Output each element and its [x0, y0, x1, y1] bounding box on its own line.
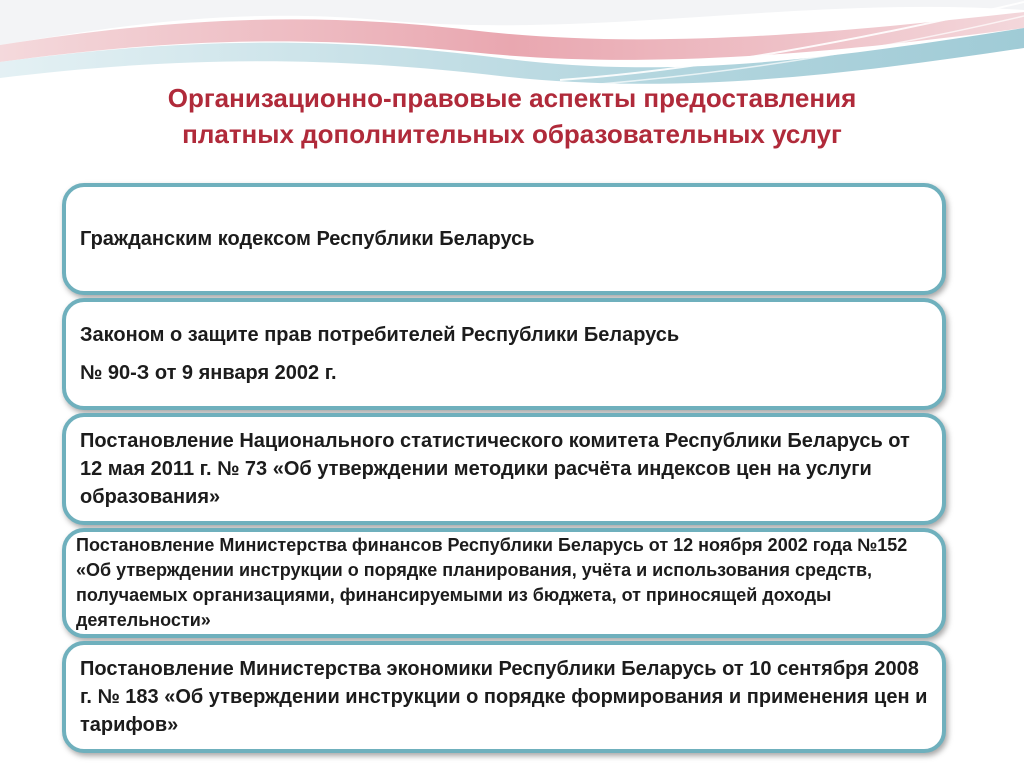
item-text: Постановление Национального статистического комитета Республики Беларусь от 12 мая 2011 г. № 73 «Об утверждении методики расчёта индексов цен на услуги образования»	[80, 430, 910, 508]
title-line-1: Организационно-правовые аспекты предоставления	[167, 83, 857, 113]
item-text-number: № 90-З от 9 января 2002 г.	[80, 362, 337, 384]
item-consumer-law	[62, 298, 946, 410]
item-economy-resolution	[62, 641, 946, 753]
item-text: Постановление Министерства экономики Республики Беларусь от 10 сентября 2008 г. № 183 «Об утверждении инструкции о порядке формирования и применения цен и тарифов»	[80, 658, 928, 736]
item-text: Гражданским кодексом Республики Беларусь	[80, 228, 535, 250]
item-finance-resolution	[62, 528, 946, 638]
item-text: Законом о защите прав потребителей Республики Беларусь	[80, 324, 680, 346]
slide-title	[0, 80, 1024, 152]
decorative-waves	[0, 0, 1024, 90]
title-line-2: платных дополнительных образовательных услуг	[182, 119, 842, 149]
item-text: Постановление Министерства финансов Республики Беларусь от 12 ноября 2002 года №152 «Об утверждении инструкции о порядке планирования, учёта и использования средств, получаемых организациями, финансируемыми из бюджета, от приносящей доходы деятельности»	[76, 535, 908, 630]
item-statistics-resolution	[62, 413, 946, 525]
item-civil-code	[62, 183, 946, 295]
